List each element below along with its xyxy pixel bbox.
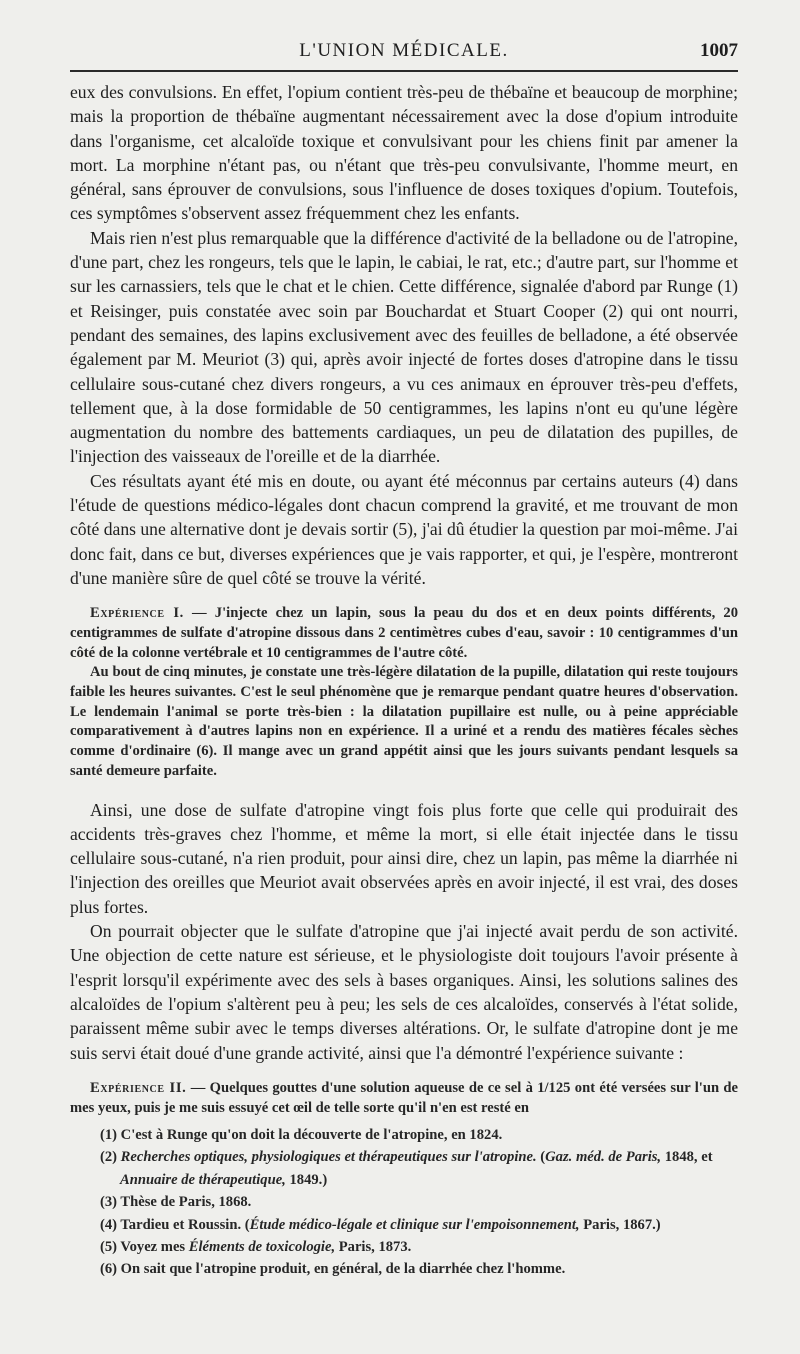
footnote-6: (6) On sait que l'atropine produit, en général, de la diarrhée chez l'homme. xyxy=(100,1261,566,1278)
footnote-1: (1) C'est à Runge qu'on doit la découverte de l'atropine, en 1824. xyxy=(100,1127,503,1143)
paragraph-belladone: Mais rien n'est plus remarquable que la différence d'activité de la belladone ou de l'atropine, d'une part, chez les rongeurs, tels que le lapin, le cabiai, le rat, etc.; d'autre part, sur l'homme et sur les carnassiers, tels que le chat et le chien. Cette différence, signalée d'abord par Runge (1) et Reisinger, puis constatée avec soin par Bouchardat et Stuart Cooper (2) qui ont nourri, pendant des semaines, des lapins exclusivement avec des feuilles de belladone, a été observée également par M. Meuriot (3) qui, après avoir injecté de fortes doses d'atropine dans le tissu cellulaire sous-cutané chez divers rongeurs, a vu ces animaux en éprouver très-peu d'effets, tellement que, à la dose formidable de 50 centigrammes, les lapins n'ont eu qu'une légère augmentation du nombre des battements cardiaques, un peu de dilatation des pupilles, de l'injection des vaisseaux de l'oreille et de la diarrhée. xyxy=(70,227,738,467)
paragraph-objection: On pourrait objecter que le sulfate d'atropine que j'ai injecté avait perdu de son activité. Une objection de cette nature est sérieuse, et le physiologiste doit toujours l'avoir présente à l'esprit lorsqu'il expérimente avec des sels à bases organiques. Ainsi, les solutions salines des alcaloïdes de l'opium s'altèrent peu à peu; les sels de ces alcaloïdes, conservés à l'état solide, paraissent même subir avec le temps diverses altérations. Or, le sulfate d'atropine dont je me suis servi était doué d'une grande activité, ainsi que l'a démontré l'expérience suivante : xyxy=(70,921,738,1063)
footnote-5: (5) Voyez mes Éléments de toxicologie, Paris, 1873. xyxy=(100,1239,412,1256)
paragraph-resultats: Ces résultats ayant été mis en doute, ou ayant été méconnus par certains auteurs (4) dans l'étude de questions médico-légales dont chacun comprend la gravité, et me trouvant de mon côté dans une alternative dont je devais sortir (5), j'ai dû étudier la question par moi-même. J'ai donc fait, dans ce but, diverses expériences que je vais rapporter, et qui, je l'espère, montreront d'une manière sûre de quel côté se trouve la vérité. xyxy=(70,470,738,588)
running-header xyxy=(70,40,738,70)
footnotes xyxy=(100,1124,750,1281)
main-text xyxy=(70,80,738,1118)
experience-2-text: — Quelques gouttes d'une solution aqueuse de ce sel à 1/125 ont été versées sur l'un de mes yeux, puis je me suis essuyé cet œil de telle sorte qu'il n'en est resté en xyxy=(70,1079,738,1116)
journal-title: L'UNION MÉDICALE. xyxy=(299,40,509,61)
paragraph-opium: eux des convulsions. En effet, l'opium contient très-peu de thébaïne et beaucoup de morphine; mais la proportion de thébaïne augmentant nécessairement avec la dose d'opium introduite dans l'organisme, cet alcaloïde toxique et convulsivant pour les chiens finit par amener la mort. La morphine n'étant pas, ou n'étant que très-peu convulsivante, l'homme meurt, en général, sans éprouver de convulsions, sous l'influence de doses toxiques d'opium. Toutefois, ces symptômes s'observent assez fréquemment chez les enfants. xyxy=(70,82,738,224)
experience-1 xyxy=(70,604,738,663)
experience-1-label: Expérience I. xyxy=(90,605,184,622)
footnote-4: (4) Tardieu et Roussin. (Étude médico-légale et clinique sur l'empoisonnement, Paris, 1867.) xyxy=(100,1216,661,1233)
experience-2-label: Expérience II. xyxy=(90,1079,187,1096)
experience-2 xyxy=(70,1079,738,1118)
paragraph-ainsi: Ainsi, une dose de sulfate d'atropine vingt fois plus forte que celle qui produirait des accidents très-graves chez l'homme, et même la mort, si elle était injectée dans le tissu cellulaire sous-cutané, n'a rien produit, pour ainsi dire, chez un lapin, pas même la diarrhée ni l'injection des oreilles que Meuriot avait observées après en avoir injecté, il est vrai, des doses plus fortes. xyxy=(70,799,738,917)
page-number: 1007 xyxy=(700,40,738,61)
footnote-2: (2) Recherches optiques, physiologiques et thérapeutiques sur l'atropine. (Gaz. méd. de Paris, 1848, et Annuaire de thérapeutique, 1849.) xyxy=(100,1149,713,1188)
experience-1-text: — J'injecte chez un lapin, sous la peau du dos et en deux points différents, 20 centigrammes de sulfate d'atropine dissous dans 2 centimètres cubes d'eau, savoir : 10 centigrammes d'un côté de la colonne vertébrale et 10 centigrammes de l'autre côté. xyxy=(70,605,738,661)
experience-1-followup: Au bout de cinq minutes, je constate une très-légère dilatation de la pupille, dilatation qui reste toujours faible les heures suivantes. C'est le seul phénomène que je remarque pendant quatre heures d'observation. Le lendemain l'animal se porte très-bien : la dilatation pupillaire est nulle, ou à peine appréciable comparativement à d'autres lapins non en expérience. Il a uriné et a rendu des matières fécales sèches comme d'ordinaire (6). Il mange avec un grand appétit ainsi que les jours suivants pendant lesquels sa santé demeure parfaite. xyxy=(70,664,738,779)
footnote-3: (3) Thèse de Paris, 1868. xyxy=(100,1194,252,1211)
header-rule xyxy=(70,70,738,72)
